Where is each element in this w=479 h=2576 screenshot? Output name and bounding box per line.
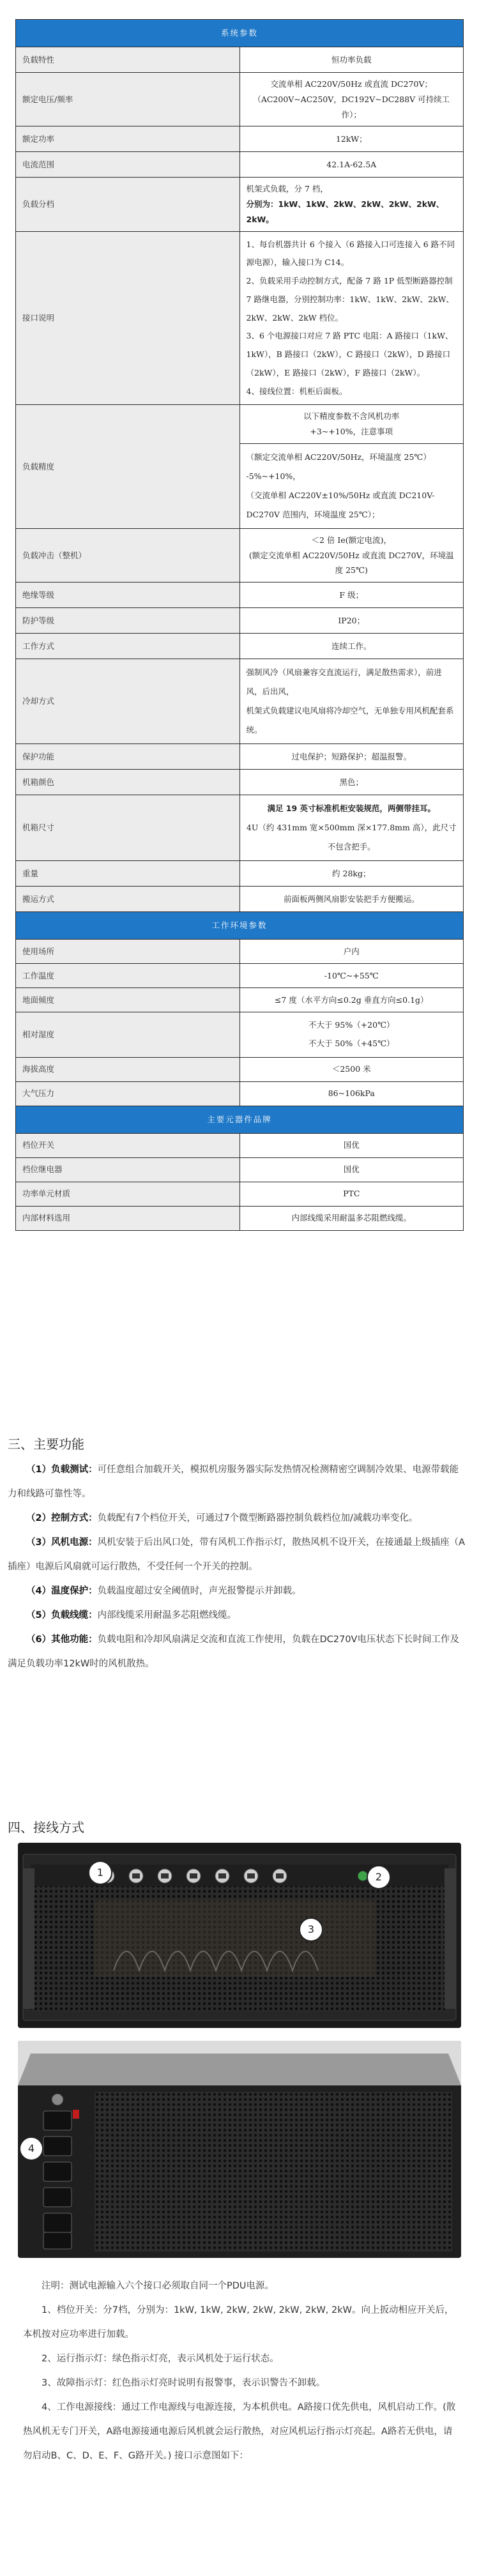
table-header-components: 主要元器件品牌	[16, 1106, 464, 1133]
row-value: 前面板两侧风扇影安装把手方便搬运。	[240, 887, 464, 912]
value-line: ＜2 倍 Ie(额定电流)，	[311, 535, 392, 545]
list-item	[8, 1506, 466, 1530]
row-value	[240, 231, 464, 405]
table-row	[16, 405, 464, 444]
row-value: -10℃~+55℃	[240, 964, 464, 988]
note-line: 4、工作电源接线：通过工作电源线与电源连接，为本机供电。A路接口优先供电，风机启动工作。(散热风机无专门开关，A路电源接通电源后风机就会运行散热，对应风机运行指示灯亮起。A路若无供电，请勿启动B、C、D、E、F、G路开关。) 接口示意图如下：	[23, 2402, 456, 2461]
value-line: 分别为：1kW、1kW、2kW、2kW、2kW、2kW、2kW。	[246, 199, 445, 224]
value-line: 交流单相 AC220V/50Hz 或直流 DC270V；	[270, 79, 432, 89]
table-row	[16, 178, 464, 231]
row-label: 保护功能	[16, 744, 240, 770]
table-row	[16, 634, 464, 659]
callout-badge-3: 3	[299, 1917, 323, 1942]
row-value: 国优	[240, 1133, 464, 1157]
row-label: 工作温度	[16, 964, 240, 988]
row-value: IP20；	[240, 608, 464, 634]
function-list	[8, 1458, 466, 1676]
item-text: 风机安装于后出风口处，带有风机工作指示灯，散热风机不设开关，在接通最上级插座（A插座）电源后风扇就可运行散热，不受任何一个开关的控制。	[8, 1537, 466, 1572]
value-line: （AC200V~AC250V，DC192V~DC288V 可持续工作）；	[253, 94, 450, 119]
row-label: 机箱尺寸	[16, 795, 240, 861]
row-label: 绝缘等级	[16, 583, 240, 608]
item-number: （1）	[26, 1465, 52, 1475]
list-item	[8, 1579, 466, 1603]
row-label: 负载冲击（整机）	[16, 528, 240, 582]
item-number: （2）	[26, 1513, 52, 1523]
table-row	[16, 152, 464, 178]
row-label: 使用场所	[16, 940, 240, 964]
table-row	[16, 861, 464, 887]
row-value: 过电保护；短路保护；超温报警。	[240, 744, 464, 770]
value-line: +3~+10%，注意事项	[310, 427, 393, 436]
value-line: (额定交流单相 AC220V/50Hz 或直流 DC270V，环境温度 25℃)	[248, 550, 454, 575]
table-row	[16, 1057, 464, 1081]
value-line: 2、负载采用手动控制方式，配备 7 路 1P 低型断路器控制 7 路继电器，分别控制功率：1kW、1kW、2kW、2kW、2kW、2kW、2kW 档位。	[246, 276, 454, 323]
rear-panel-drawing	[18, 2041, 461, 2258]
table-row	[16, 1157, 464, 1182]
table-row	[16, 47, 464, 73]
row-value: 42.1A-62.5A	[240, 152, 464, 178]
value-line: 不大于 50%（+45℃）	[308, 1038, 395, 1048]
row-label: 防护等级	[16, 608, 240, 634]
row-value	[240, 795, 464, 861]
row-value: 恒功率负载	[240, 47, 464, 73]
row-value: 连续工作。	[240, 634, 464, 659]
row-value	[240, 1012, 464, 1058]
row-label: 重量	[16, 861, 240, 887]
value-line: 1、每台机器共计 6 个接入（6 路接入口可连接入 6 路不同源电源），输入接口为 C14。	[246, 239, 455, 268]
row-value	[240, 405, 464, 444]
row-label: 工作方式	[16, 634, 240, 659]
row-label: 机箱颜色	[16, 770, 240, 795]
callout-badge-4: 4	[19, 2137, 43, 2161]
value-line: 4U（约 431mm 宽×500mm 深×177.8mm 高），此尺寸不包含把手。	[246, 823, 457, 851]
list-item	[8, 1458, 466, 1506]
table-row	[16, 528, 464, 582]
row-label: 档位开关	[16, 1133, 240, 1157]
item-title: 控制方式：	[51, 1513, 98, 1523]
row-value: 黑色；	[240, 770, 464, 795]
section-heading-functions: 三、主要功能	[8, 1437, 84, 1452]
value-line: -5%~+10%，	[246, 471, 301, 481]
value-line: 4、接线位置：机柜后面板。	[246, 386, 347, 396]
value-line: （交流单相 AC220V±10%/50Hz 或直流 DC210V-DC270V 范围内，环境温度 25℃）；	[246, 490, 435, 519]
table-row	[16, 887, 464, 912]
table-row	[16, 1081, 464, 1106]
item-number: （4）	[26, 1586, 52, 1596]
item-text: 负载电阻和冷却风扇满足交流和直流工作使用，负载在DC270V电压状态下长时间工作及满足负载功率12kW时的风机散热。	[8, 1635, 459, 1669]
table-row	[16, 659, 464, 744]
row-label: 负载精度	[16, 405, 240, 529]
value-line: 以下精度参数不含风机功率	[303, 411, 400, 422]
row-label: 冷却方式	[16, 659, 240, 744]
table-row	[16, 744, 464, 770]
item-number: （5）	[26, 1610, 52, 1620]
row-label: 海拔高度	[16, 1057, 240, 1081]
table-row	[16, 940, 464, 964]
item-number: （6）	[26, 1635, 52, 1645]
list-item	[8, 1627, 466, 1676]
row-label: 负载特性	[16, 47, 240, 73]
row-label: 额定电压/频率	[16, 73, 240, 126]
item-number: （3）	[26, 1537, 52, 1548]
table-row	[16, 770, 464, 795]
row-label: 接口说明	[16, 231, 240, 405]
value-line: 3、6 个电源接口对应 7 路 PTC 电阻：A 路接口（1kW、1kW），B 路接口（2kW），C 路接口（2kW），D 路接口（2kW），E 路接口（2kW），F 路接口（2kW）。	[246, 331, 453, 377]
note-line: 2、运行指示灯：绿色指示灯亮，表示风机处于运行状态。	[42, 2354, 279, 2364]
table-row	[16, 988, 464, 1012]
row-label: 档位继电器	[16, 1157, 240, 1182]
table-row	[16, 964, 464, 988]
front-panel-photo	[18, 1843, 461, 2028]
row-value	[240, 73, 464, 126]
system-params-table	[15, 19, 464, 1231]
row-value: 内部线缆采用耐温多芯阻燃线缆。	[240, 1206, 464, 1230]
table-row	[16, 1133, 464, 1157]
row-value	[240, 178, 464, 231]
table-row	[16, 231, 464, 405]
table-row	[16, 608, 464, 634]
table-row	[16, 1012, 464, 1058]
row-label: 电流范围	[16, 152, 240, 178]
row-value	[240, 528, 464, 582]
note-line: 1、档位开关：分7档，分别为：1kW, 1kW, 2kW, 2kW, 2kW, 2kW, 2kW。向上扳动相应开关后，本机按对应功率进行加载。	[23, 2305, 454, 2340]
item-title: 风机电源：	[51, 1537, 98, 1548]
table-row	[16, 795, 464, 861]
wiring-notes	[23, 2274, 457, 2468]
row-value	[240, 659, 464, 744]
value-line: 机架式负载建议电风扇将冷却空气，无单独专用风机配套系统。	[246, 706, 454, 735]
note-line: 注明：测试电源输入六个接口必须取自同一个PDU电源。	[42, 2281, 275, 2291]
item-title: 负载测试：	[51, 1465, 98, 1475]
item-title: 温度保护：	[51, 1586, 98, 1596]
rear-panel-photo	[18, 2041, 461, 2258]
row-label: 内部材料选用	[16, 1206, 240, 1230]
item-text: 内部线缆采用耐温多芯阻燃线缆。	[97, 1610, 237, 1620]
row-label: 搬运方式	[16, 887, 240, 912]
table-row	[16, 1206, 464, 1230]
row-value: ＜2500 米	[240, 1057, 464, 1081]
value-line: （额定交流单相 AC220V/50Hz，环境温度 25℃）	[246, 452, 431, 462]
row-value: 国优	[240, 1157, 464, 1182]
value-line: 强制风冷（风扇兼容交直流运行，满足散热需求），前进风，后出风，	[246, 667, 442, 696]
row-value: 户内	[240, 940, 464, 964]
front-panel-drawing	[18, 1843, 461, 2028]
row-label: 大气压力	[16, 1081, 240, 1106]
value-line: 不大于 95%（+20℃）	[308, 1020, 395, 1030]
value-line: 满足 19 英寸标准机柜安装规范，两侧带挂耳。	[267, 804, 436, 813]
item-text: 负载温度超过安全阈值时，声光报警提示并卸载。	[97, 1586, 301, 1596]
list-item	[8, 1530, 466, 1579]
callout-badge-1: 1	[88, 1861, 112, 1885]
table-row	[16, 126, 464, 152]
row-label: 功率单元材质	[16, 1182, 240, 1206]
row-label: 负载分档	[16, 178, 240, 231]
row-value: 86~106kPa	[240, 1081, 464, 1106]
note-line: 3、故障指示灯：红色指示灯亮时说明有报警事，表示识警告不卸载。	[42, 2378, 326, 2388]
value-line: 机架式负载，分 7 档，	[246, 184, 328, 194]
row-value: ≤7 度（水平方向≤0.2g 垂直方向≤0.1g）	[240, 988, 464, 1012]
item-title: 其他功能：	[51, 1635, 98, 1645]
table-header-system: 系统参数	[16, 20, 464, 47]
table-row	[16, 73, 464, 126]
row-value: 约 28kg；	[240, 861, 464, 887]
spec-tables	[15, 19, 464, 1231]
row-value	[240, 443, 464, 528]
table-row	[16, 1182, 464, 1206]
row-value: 12kW；	[240, 126, 464, 152]
row-label: 相对湿度	[16, 1012, 240, 1058]
list-item	[8, 1603, 466, 1627]
table-header-environment: 工作环境参数	[16, 912, 464, 940]
row-label: 额定功率	[16, 126, 240, 152]
row-value: F 级；	[240, 583, 464, 608]
row-value: PTC	[240, 1182, 464, 1206]
section-heading-wiring: 四、接线方式	[8, 1820, 84, 1835]
item-text: 可任意组合加载开关，模拟机房服务器实际发热情况检测精密空调制冷效果、电源带载能力和线路可靠性等。	[8, 1465, 459, 1499]
row-label: 地面倾度	[16, 988, 240, 1012]
item-text: 负载配有7个档位开关，可通过7个微型断路器控制负载档位加/减载功率变化。	[97, 1513, 418, 1523]
callout-badge-2: 2	[367, 1865, 391, 1889]
table-row	[16, 583, 464, 608]
item-title: 负载线缆：	[51, 1610, 98, 1620]
